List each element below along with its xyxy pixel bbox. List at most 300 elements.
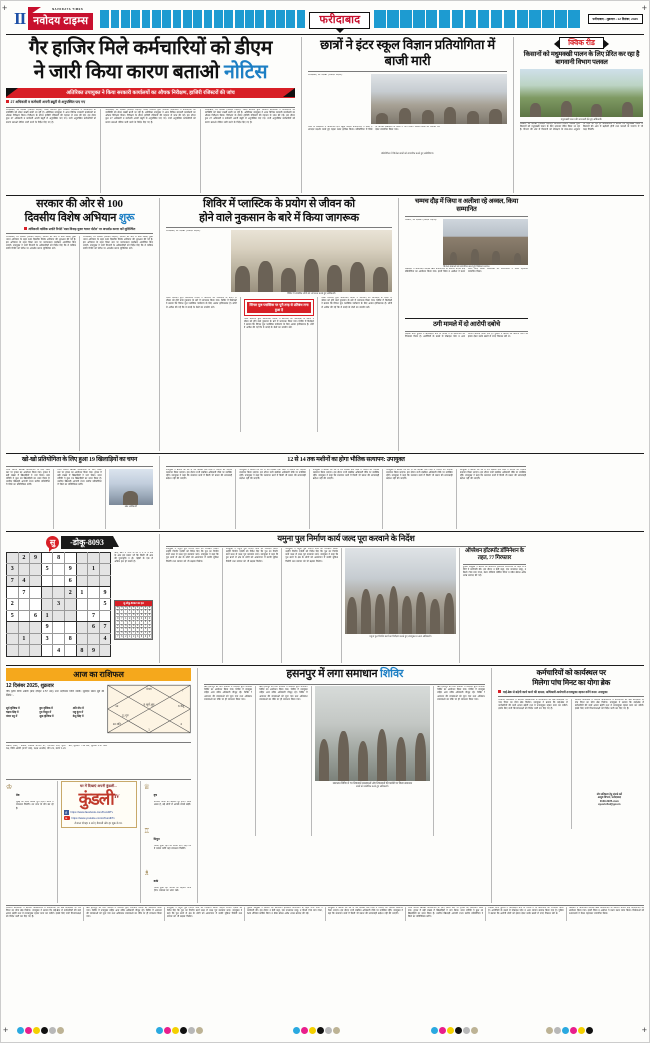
solution-cell: 6 [132,617,135,620]
sudoku-cell[interactable] [99,610,111,622]
sudoku-cell[interactable] [88,598,100,610]
machines-body-col3: उपायुक्त ने बताया कि 12 से 14 दिसंबर तक जिले में मशीनों का भौतिक सत्यापन किया जाएगा। इस दौरान सभी संबंधित अधिकारी मौके पर उपस्थित रहेंगे। उपायुक्त ने कहा कि सत्यापन कार्य में किसी भी प्रकार की लापरवाही बर्दाश्त नहीं की जाएगी। [312,468,380,480]
yamuna-body-col1: उपायुक्त ने यमुना पुल निर्माण कार्य का निरीक्षण किया। उन्होंने निर्माण एजेंसी को निर्देश दिए कि पुल का निर्माण कार्य जल्द से जल्द पूरा करवाया जाए। उपायुक्त ने कहा कि पुल बनने से क्षेत्र के लोगों को आवागमन में काफी सुविधा मिलेगी तथा व्यापार को भी बढ़ावा मिलेगा। [166,548,219,563]
sudoku-cell[interactable]: 3 [7,564,19,576]
solution-cell: 9 [117,617,119,620]
footer-col2: खंड हसनपुर की ग्राम पंचायत में प्रशासन द्वारा समाधान शिविर का आयोजन किया गया। शिविर में उपायुक्त सहित अन्य वरिष्ठ अधिकारी मौजूद रहे। शिविर में आमजन की समस्याओं को सुना गया तथा अधिकांश समस्याओं का मौके पर ही समाधान किया गया। [86,906,162,919]
horoscope-band: आज का राशिफल [6,668,191,681]
solution-cell: 9 [125,606,127,609]
solution-cell: 3 [117,621,119,624]
horoscope-panchang: पौष कृष्ण तिथि अष्टमी (बाद दोपहर 2.57 तक) तथा तदोपरांत तिथि नवमी। सूर्योदय समय सूर्य की स्थिति :- [6,690,105,697]
sudoku-cell[interactable]: 7 [7,575,19,587]
solution-cell: 2 [117,624,119,627]
sudoku-cell[interactable] [41,552,53,564]
footer-col7: साइबर थाना पुलिस ने ऑनलाइन ठगी के मामले में दो आरोपियों को गिरफ्तार किया है। आरोपियों के कब्जे से मोबाइल फोन व अन्य सामान बरामद किया गया है। पुलिस ने बताया कि आरोपी लोगों को झांसा देकर उनके खातों से रुपए निकाल लेते थे। [488,906,564,916]
sudoku-cell[interactable]: 8 [53,552,65,564]
registration-mark-right: + [641,3,647,13]
ad-brand-logo: कुंडली$^{TV}$ [78,790,119,810]
sudoku-cell[interactable]: 9 [64,564,76,576]
sudoku-solution-label: सु-डोकू-8092 का हल [115,601,152,606]
sudoku-solution-box [114,600,153,640]
horoscope-positions: सूर्य वृश्चिक में चंद्रमा सिंह में मंगल धनु में बुध वृश्चिक में गुरु मिथुन में शुक्र वृश्चिक में शनि मीन में राहु कुंभ में केतु सिंह में [6,706,84,718]
solution-cell: 3 [125,628,127,631]
solution-cell: 2 [148,606,151,609]
solution-cell: 2 [140,621,143,624]
quick-read-caption: मधुमक्खी पालन की जानकारी देते हुए अधिकारी। [560,117,603,121]
sudoku-cell[interactable] [76,552,88,564]
machines-body-col2: उपायुक्त ने बताया कि 12 से 14 दिसंबर तक जिले में मशीनों का भौतिक सत्यापन किया जाएगा। इस दौरान सभी संबंधित अधिकारी मौके पर उपस्थित रहेंगे। उपायुक्त ने कहा कि सत्यापन कार्य में किसी भी प्रकार की लापरवाही बर्दाश्त नहीं की जाएगी। [239,468,306,480]
sudoku-instructions: आई, खाने में 3×3 के वर्ग में 1 से 9 तक के अंक इस प्रकार भरें कि किसी भी अंक की पुनरावृत्ति न हो। पहेली के एक से अधिक हल हो सकते हैं। [114,551,153,563]
sudoku-cell[interactable]: 2 [64,587,76,599]
sudoku-cell[interactable] [76,622,88,634]
sudoku-cell[interactable]: 8 [76,645,88,657]
quick-read-label: क्विक रीड [559,37,604,49]
solution-cell: 8 [117,606,119,609]
sudoku-cell[interactable] [7,552,19,564]
svg-text:4: 4 [180,722,183,727]
sudoku-cell[interactable] [41,645,53,657]
solution-cell: 5 [125,621,127,624]
campaign-body-col1: फरीदाबाद, 11 दिसंबर (नवोदय टाइम्स): सरकार की ओर से बाल विवाह मुक्त भारत अभियान के तहत 100 दिवसीय विशेष अभियान की शुरुआत की गई है। इस अभियान के तहत जिला स्तर पर जागरूकता कार्यक्रम आयोजित किए जाएंगे। उपायुक्त ने सभी विभागों के अधिकारियों को निर्देश दिए कि वे मासिक प्रगति रिपोर्ट को पोर्टल पर अपलोड करना सुनिश्चित करें। [6,235,76,251]
hasanpur-body-col2: खंड हसनपुर की ग्राम पंचायत में प्रशासन द्वारा समाधान शिविर का आयोजन किया गया। शिविर में उपायुक्त सहित अन्य वरिष्ठ अधिकारी मौजूद रहे। शिविर में आमजन की समस्याओं को सुना गया तथा अधिकांश समस्याओं का मौके पर ही समाधान किया गया। [259,686,308,701]
sudoku-cell[interactable] [7,587,19,599]
solution-cell: 8 [132,614,135,617]
sudoku-cell[interactable] [88,575,100,587]
decorative-bars-right [374,10,579,28]
ad-facebook-link[interactable]: f https://www.facebook.com/KundliTv [65,810,113,816]
rashi-kark: ♗ कर्क विवाद मुक्त रहें। परिवार का सहयोग प्राप्त होगा। स्वास्थ्य का ध्यान रखें। [143,870,192,893]
lead-headline [6,37,295,85]
sudoku-cell[interactable] [41,587,53,599]
quick-read-photo [520,69,643,117]
sudoku-cell[interactable] [18,564,30,576]
sudoku-cell[interactable] [88,633,100,645]
decorative-bars-left [100,10,305,28]
solution-cell: 1 [140,610,143,613]
sudoku-cell[interactable]: 8 [64,633,76,645]
sudoku-row [7,564,111,576]
kho-caption: खेल अधिकारी [124,505,137,509]
registration-mark-bottom-right: + [641,1025,647,1035]
sudoku-cell[interactable] [64,622,76,634]
sudoku-cell[interactable]: 4 [99,633,111,645]
quick-read-header [520,37,643,49]
solution-cell: 1 [129,635,131,638]
campaign-headline: सरकार की ओर से 100 दिवसीय विशेष अभियान शुरू [24,198,135,224]
hasanpur-body-col1: खंड हसनपुर की ग्राम पंचायत में प्रशासन द्वारा समाधान शिविर का आयोजन किया गया। शिविर में उपायुक्त सहित अन्य वरिष्ठ अधिकारी मौजूद रहे। शिविर में आमजन की समस्याओं को सुना गया तथा अधिकांश समस्याओं का मौके पर ही समाधान किया गया। [204,686,253,701]
sudoku-grid[interactable] [6,552,111,657]
sudoku-cell[interactable] [18,598,30,610]
solution-cell: 2 [125,635,127,638]
yoga-body-col1: सरकारी कार्यालयों में कार्यरत अधिकारियों व कर्मचारियों को अब कार्यस्थल पर पांच मिनट का योगा ब्रेक मिलेगा। उपायुक्त ने बताया कि वाई-ब्रेक से कर्मचारियों की कार्य क्षमता बढ़ेगी तथा वे तनावमुक्त रहकर काम कर सकेंगे। इसके लिए सभी विभागाध्यक्षों को निर्देश जारी कर दिए गए हैं। [498,698,568,711]
yoga-headline: कर्मचारियों को कार्यस्थल पर मिलेगा पांच मिनट का योगा ब्रेक [532,668,611,688]
solution-cell: 1 [117,628,119,631]
yamuna-photo [345,548,456,634]
sudoku-cell[interactable] [76,575,88,587]
sudoku-cell[interactable] [99,552,111,564]
sudoku-cell[interactable]: 6 [30,610,42,622]
sudoku-cell[interactable] [30,633,42,645]
hasanpur-callout: समाधान शिविर में 70 शिकायतें समस्याओं और शिकायतों की कमेटी पर किया समाधान [332,781,413,785]
solution-cell: 8 [136,628,139,631]
sudoku-cell[interactable] [18,610,30,622]
solution-cell: 7 [148,628,151,631]
sudoku-cell[interactable]: 9 [41,622,53,634]
horoscope-date: 12 दिसंबर 2025, शुक्रवार [6,683,54,690]
kundli-tv-ad[interactable] [61,781,137,828]
plastic-red-note: सिंगल यूज प्लास्टिक पर पूरी तरह से प्रतिबंध लगा हुआ है [244,299,315,316]
solution-cell: 1 [125,617,127,620]
publication-logo[interactable] [28,8,93,30]
svg-text:1: 1 [148,727,150,732]
solution-cell: 8 [144,617,147,620]
sudoku-cell[interactable]: 1 [18,633,30,645]
svg-text:9 सूर्य,बुध: 9 सूर्य,बुध [143,702,155,707]
sudoku-cell[interactable] [7,633,19,645]
yoga-contact: योग प्रशिक्षण हेतु संपर्क करें आयुष विभाग, फरीदाबाद 0129-2225-xxxx ayush-fbd@gov.in [596,792,622,806]
sudoku-cell[interactable] [53,633,65,645]
lead-headline-line1: गैर हाजिर मिले कर्मचारियों को डीएम [28,38,273,59]
sudoku-cell[interactable] [64,598,76,610]
sudoku-cell[interactable] [53,587,65,599]
machines-body-col1: उपायुक्त ने बताया कि 12 से 14 दिसंबर तक जिले में मशीनों का भौतिक सत्यापन किया जाएगा। इस दौरान सभी संबंधित अधिकारी मौके पर उपस्थित रहेंगे। उपायुक्त ने कहा कि सत्यापन कार्य में किसी भी प्रकार की लापरवाही बर्दाश्त नहीं की जाएगी। [166,468,233,480]
sudoku-cell[interactable] [41,575,53,587]
sudoku-cell[interactable]: 5 [41,564,53,576]
solution-cell: 1 [136,606,139,609]
solution-cell: 7 [121,617,123,620]
solution-cell: 8 [129,621,131,624]
color-dots-5 [546,1027,593,1034]
sudoku-row [7,575,111,587]
badge-notch-icon [335,28,345,33]
taurus-icon: ♕ [143,784,150,792]
machines-body-col5: उपायुक्त ने बताया कि 12 से 14 दिसंबर तक जिले में मशीनों का भौतिक सत्यापन किया जाएगा। इस दौरान सभी संबंधित अधिकारी मौके पर उपस्थित रहेंगे। उपायुक्त ने कहा कि सत्यापन कार्य में किसी भी प्रकार की लापरवाही बर्दाश्त नहीं की जाएगी। [459,468,527,480]
sudoku-cell[interactable] [53,575,65,587]
solution-cell: 6 [125,624,127,627]
solution-cell: 4 [132,628,135,631]
sudoku-title: -डोकू-8093 [61,536,113,549]
photo-figures [109,485,153,505]
kho-headline: खो-खो प्रतियोगिता के लिए हुआ 19 खिलाड़ियों का चयन [21,455,138,463]
photo-figures [315,724,431,781]
sudoku-cell[interactable] [18,645,30,657]
plastic-body-col2: जिला प्रशासन द्वारा आयोजित शिविर में आमजन को प्लास्टिक के प्रयोग से जीवन को होने वाले नुकसान के बारे में जागरूक किया गया। शिविर में विशेषज्ञों ने बताया कि सिंगल यूज प्लास्टिक पर्यावरण के लिए अत्यंत हानिकारक है। लोगों से अपील की गई कि वे कपड़े के थैलों का उपयोग करें। [243,318,315,330]
solution-cell: 9 [132,624,135,627]
cancer-icon: ♗ [143,870,150,878]
svg-text:6 केतु: 6 केतु [178,704,185,709]
hasanpur-headline: हसनपुर में लगा समाधान शिविर [286,668,404,681]
hasanpur-caption: छात्रों को संबोधित करते हुए अधिकारी। [356,785,389,789]
solution-cell: 4 [136,624,139,627]
solution-cell: 8 [125,632,127,635]
lead-bullet: 27 अधिकारी व कर्मचारी अपनी ड्यूटी से अनुपस्थित पाए गए [6,100,295,105]
sudoku-cell[interactable] [41,598,53,610]
machines-headline: 12 से 14 तक मशीनों का होगा भौतिक सत्यापन: उपायुक्त [287,455,405,463]
color-dots-4 [431,1027,478,1034]
lead-body-col1: फरीदाबाद, 11 दिसंबर (नवोदय टाइम्स): जिला प्रशासन द्वारा सरकारी कार्यालयों में कर्मचारियों की उपस्थिति को लेकर सख्ती बरती जा रही है। अतिरिक्त उपायुक्त ने आज विभिन्न सरकारी कार्यालयों का औचक निरीक्षण किया। निरीक्षण के दौरान हाजिरी रजिस्टरों की गहनता से जांच की गई। इस दौरान कुल 27 अधिकारी व कर्मचारी अपनी ड्यूटी से अनुपस्थित पाए गए। सभी अनुपस्थित कर्मचारियों को कारण बताओ नोटिस जारी करने के निर्देश दिए गए हैं। [6,109,97,124]
sudoku-cell[interactable] [30,622,42,634]
sudoku-cell[interactable]: 9 [88,645,100,657]
print-registration-strip [1,1022,649,1040]
yoga-body-col2: सरकारी कार्यालयों में कार्यरत अधिकारियों व कर्मचारियों को अब कार्यस्थल पर पांच मिनट का योगा ब्रेक मिलेगा। उपायुक्त ने बताया कि वाई-ब्रेक से कर्मचारियों की कार्य क्षमता बढ़ेगी तथा वे तनावमुक्त रहकर काम कर सकेंगे। इसके लिए सभी विभागाध्यक्षों को निर्देश जारी कर दिए गए हैं। [574,698,644,711]
solution-cell: 2 [121,610,123,613]
solution-cell: 4 [125,614,127,617]
solution-row [116,635,152,639]
solution-cell: 4 [144,606,147,609]
ad-timing: रोजाना दोपहर 1 बजे | वैशाली और हर शुक्र के घर. [74,822,123,826]
registration-mark-bottom-left: + [3,1025,9,1035]
solution-cell: 2 [132,635,135,638]
sudoku-cell[interactable]: 9 [30,552,42,564]
solution-cell: 4 [140,632,143,635]
logo-english-name: NAVODAYA TIMES [52,8,84,11]
sudoku-cell[interactable]: 7 [99,622,111,634]
operation-headline: ऑपरेशन हॉटस्पॉट डॉमिनेशन के तहत, 77 गिरफ्तार [464,548,524,562]
sudoku-cell[interactable]: 6 [64,575,76,587]
sudoku-row [7,622,111,634]
sudoku-row [7,598,111,610]
solution-cell: 2 [136,614,139,617]
rashi-mithun: ♖ मिथुन विवाद मुक्त रहने का प्रयास करें। जहां मन से प्रयास करेंगे वहां सफलता मिलेगी। [143,828,192,851]
svg-text:10 शनि: 10 शनि [112,722,122,727]
solution-cell: 4 [129,610,131,613]
plastic-caption: शिविर में उपस्थित लोगों को जागरूक करते हुए अधिकारी। [287,292,336,296]
machines-body-col4: उपायुक्त ने बताया कि 12 से 14 दिसंबर तक जिले में मशीनों का भौतिक सत्यापन किया जाएगा। इस दौरान सभी संबंधित अधिकारी मौके पर उपस्थित रहेंगे। उपायुक्त ने कहा कि सत्यापन कार्य में किसी भी प्रकार की लापरवाही बर्दाश्त नहीं की जाएगी। [386,468,453,480]
solution-cell: 6 [129,606,131,609]
solution-cell: 8 [140,635,143,638]
solution-cell: 7 [144,624,147,627]
solution-cell: 3 [148,632,151,635]
sudoku-cell[interactable] [88,552,100,564]
color-dots-2 [156,1027,203,1034]
sudoku-cell[interactable] [7,645,19,657]
kho-body-col1: राज्य स्तरीय खो-खो प्रतियोगिता के लिए जिला स्तर पर ट्रायल का आयोजन किया गया। ट्रायल में बड़ी संख्या में खिलाड़ियों ने भाग लिया। चयन समिति ने कुल 19 खिलाड़ियों का चयन किया है। चयनित खिलाड़ी आगामी राज्य स्तरीय प्रतियोगिता में जिले का प्रतिनिधित्व करेंगे। [6,468,51,487]
kho-body-col2: राज्य स्तरीय खो-खो प्रतियोगिता के लिए जिला स्तर पर ट्रायल का आयोजन किया गया। ट्रायल में बड़ी संख्या में खिलाड़ियों ने भाग लिया। चयन समिति ने कुल 19 खिलाड़ियों का चयन किया है। चयनित खिलाड़ी आगामी राज्य स्तरीय प्रतियोगिता में जिले का प्रतिनिधित्व करेंगे। [57,468,102,487]
solution-cell: 9 [121,628,123,631]
sudoku-cell[interactable]: 2 [18,552,30,564]
spoon-headline: चम्मच दौड़ में जिया व अलीशा रहे अव्वल, किया सम्मानित [414,198,519,214]
color-dots-1 [17,1027,64,1034]
footer-col3: उपायुक्त ने यमुना पुल निर्माण कार्य का निरीक्षण किया। उन्होंने निर्माण एजेंसी को निर्देश दिए कि पुल का निर्माण कार्य जल्द से जल्द पूरा करवाया जाए। उपायुक्त ने कहा कि पुल बनने से क्षेत्र के लोगों को आवागमन में काफी सुविधा मिलेगी तथा व्यापार को भी बढ़ावा मिलेगा। [166,906,243,919]
publication-logo-mark: II [14,9,26,28]
lead-subhead-banner: अतिरिक्त उपायुक्त ने किया सरकारी कार्यालयों का औचक निरीक्षण, हाजिरी रजिस्टरों की जांच [6,88,295,98]
yamuna-headline: यमुना पुल निर्माण कार्य जल्द पूरा करवाने के निर्देश [277,533,415,543]
plastic-body-col3: जिला प्रशासन द्वारा आयोजित शिविर में आमजन को प्लास्टिक के प्रयोग से जीवन को होने वाले नुकसान के बारे में जागरूक किया गया। शिविर में विशेषज्ञों ने बताया कि सिंगल यूज प्लास्टिक पर्यावरण के लिए अत्यंत हानिकारक है। लोगों से अपील की गई कि वे कपड़े के थैलों का उपयोग करें। [321,297,393,309]
sudoku-row [7,633,111,645]
thagi-body: साइबर थाना पुलिस ने ऑनलाइन ठगी के मामले में दो आरोपियों को गिरफ्तार किया है। आरोपियों के कब्जे से मोबाइल फोन व अन्य सामान बरामद किया गया है। पुलिस ने बताया कि आरोपी लोगों को झांसा देकर उनके खातों से रुपए निकाल लेते थे। [405,332,528,338]
solution-cell: 6 [117,610,119,613]
photo-figures [345,581,456,634]
solution-cell: 9 [144,635,147,638]
plastic-headline: शिविर में प्लास्टिक के प्रयोग से जीवन को होने वाले नुकसान के बारे में किया जागरूक [199,198,359,224]
footer-col6: राज्य स्तरीय खो-खो प्रतियोगिता के लिए जिला स्तर पर ट्रायल का आयोजन किया गया। ट्रायल में बड़ी संख्या में खिलाड़ियों ने भाग लिया। चयन समिति ने कुल 19 खिलाड़ियों का चयन किया है। चयनित खिलाड़ी आगामी राज्य स्तरीय प्रतियोगिता में जिले का प्रतिनिधित्व करेंगे। [407,906,484,919]
sudoku-cell[interactable] [7,622,19,634]
solution-cell: 5 [144,610,147,613]
spoon-caption: विजेता छात्राओं को सम्मानित करते हुए विद्यालय स्टाफ। [443,265,490,269]
hasanpur-photo [315,686,431,781]
horoscope-almanac: विक्रमी संवत् : 2082, शकवर्ष शोभनी 27, मार्गशीर्ष मास, कृष्ण पक्ष, तिथि अष्टमी (2.57 तक), नक्षत्र अश्लेषा, योग 21, करण 1.21 बजे, सूर्योदय 7.12 बजे, सूर्यास्त 5.27 बजे। [6,744,108,750]
sudoku-cell[interactable]: 1 [88,564,100,576]
sudoku-cell[interactable] [99,564,111,576]
solution-cell: 9 [136,610,139,613]
solution-cell: 4 [148,617,151,620]
sudoku-cell[interactable] [30,645,42,657]
sudoku-cell[interactable] [76,610,88,622]
sudoku-cell[interactable] [53,610,65,622]
kundli-chart-icon [107,683,191,735]
svg-text:11 गुरु: 11 गुरु [121,713,129,718]
sudoku-cell[interactable]: 2 [7,598,19,610]
solution-cell: 9 [129,632,131,635]
sudoku-cell[interactable] [64,645,76,657]
sudoku-solution-grid [115,606,152,639]
quick-read-headline: किसानों को मधुमक्खी पालन के लिए प्रेरित कर रहा है बागवानी विभाग पलवल [523,51,640,66]
solution-cell: 9 [148,621,151,624]
sudoku-cell[interactable]: 7 [88,610,100,622]
gemini-icon: ♖ [143,828,150,836]
solution-cell: 3 [129,624,131,627]
facebook-icon: f [65,810,67,816]
solution-cell: 8 [148,610,151,613]
campaign-body-col2: फरीदाबाद, 11 दिसंबर (नवोदय टाइम्स): सरकार की ओर से बाल विवाह मुक्त भारत अभियान के तहत 100 दिवसीय विशेष अभियान की शुरुआत की गई है। इस अभियान के तहत जिला स्तर पर जागरूकता कार्यक्रम आयोजित किए जाएंगे। उपायुक्त ने सभी विभागों के अधिकारियों को निर्देश दिए कि वे मासिक प्रगति रिपोर्ट को पोर्टल पर अपलोड करना सुनिश्चित करें। [83,235,153,251]
svg-text:मंगल: मंगल [146,687,152,692]
sudoku-cell[interactable] [18,622,30,634]
thagi-headline: ठगी मामले में दो आरोपी दबोचे [433,321,500,329]
solution-cell: 5 [117,614,119,617]
sudoku-cell[interactable] [30,587,42,599]
footer-col4: पुलिस आयुक्त ने बताया कि ऑपरेशन हॉटस्पॉट डॉमिनेशन के तहत 372 टीमों ने छापेमारी की। इस दौरान 4 देसी कट्टा, एक नाजायज चाकू, 2 किलो 700 ग्राम गांजा, 620 शीशियां कोडिन सिरप व 680 बोतल अवैध शराब बरामद की गई। [247,906,323,916]
footer-col5: उपायुक्त ने बताया कि 12 से 14 दिसंबर तक जिले में मशीनों का भौतिक सत्यापन किया जाएगा। इस दौरान सभी संबंधित अधिकारी मौके पर उपस्थित रहेंगे। उपायुक्त ने कहा कि सत्यापन कार्य में किसी भी प्रकार की लापरवाही बर्दाश्त नहीं की जाएगी। [327,906,403,916]
sudoku-cell[interactable]: 1 [76,587,88,599]
sudoku-cell[interactable] [64,610,76,622]
solution-cell: 6 [144,621,147,624]
sudoku-row [7,645,111,657]
quick-read-body: पलवल, 11 दिसंबर (नवोदय टाइम्स): बागवानी विभाग पलवल द्वारा किसानों को मधुमक्खी पालन के लिए लगातार प्रेरित किया जा रहा है। विभाग की ओर से किसानों को प्रशिक्षण के साथ-साथ अनुदान भी दिया जा रहा है। अधिकारियों ने बताया कि मधुमक्खी पालन से किसानों की आय में बढ़ोतरी होगी तथा फसलों के परागण में भी मदद मिलेगी। [520,123,643,132]
students-body: जिले के विद्यालयों में आयोजित इंटर स्कूल विज्ञान प्रतियोगिता में छात्रों ने शानदार प्रदर्शन करते हुए पहला स्थान हासिल किया। प्रतियोगिता में जिले के विभिन्न विद्यालयों के छात्रों ने भाग लिया। विजेता छात्रों को प्रशस्ति पत्र देकर सम्मानित किया गया। [308,125,440,131]
sudoku-cell[interactable]: 4 [53,645,65,657]
svg-text:7: 7 [182,688,184,693]
sudoku-cell[interactable] [30,598,42,610]
operation-body: पुलिस आयुक्त ने बताया कि ऑपरेशन हॉटस्पॉट डॉमिनेशन के तहत 372 टीमों ने छापेमारी की। इस दौरान 4 देसी कट्टा, एक नाजायज चाकू, 2 किलो 700 ग्राम गांजा, 620 शीशियां कोडिन सिरप व 680 बोतल अवैध शराब बरामद की गई। [462,565,527,578]
lead-headline-highlight: नोटिस [223,62,268,83]
spoon-dateline: पलवल, 11 दिसंबर (नवोदय टाइम्स): [405,218,437,221]
logo-triangle-icon [28,7,41,16]
ad-tagline: घर में दिखाएं अपनी कुंडली... [79,784,118,789]
city-edition-badge [309,10,370,28]
sudoku-cell[interactable] [76,598,88,610]
solution-cell: 4 [117,632,119,635]
sudoku-cell[interactable]: 3 [53,598,65,610]
sudoku-cell[interactable]: 6 [88,622,100,634]
sudoku-cell[interactable]: 7 [18,587,30,599]
solution-cell: 3 [132,610,135,613]
aries-icon: ♔ [6,784,13,792]
solution-cell: 1 [132,621,135,624]
sudoku-cell[interactable]: 5 [99,598,111,610]
campaign-bullet: अधिकारी मासिक प्रगति रिपोर्ट 'बाल विवाह मुक्त भारत पोर्टल' पर अपलोड करना करें सुनिश्चित [6,227,153,231]
yoga-bullet: वाई-ब्रेक से बढ़ेगी कार्य करने की क्षमता, अधिकारी-कर्मचारी तनावमुक्त रहकर करेंगे काम: उपायुक्त [498,690,644,694]
lead-body-col2: फरीदाबाद, 11 दिसंबर (नवोदय टाइम्स): जिला प्रशासन द्वारा सरकारी कार्यालयों में कर्मचारियों की उपस्थिति को लेकर सख्ती बरती जा रही है। अतिरिक्त उपायुक्त ने आज विभिन्न सरकारी कार्यालयों का औचक निरीक्षण किया। निरीक्षण के दौरान हाजिरी रजिस्टरों की गहनता से जांच की गई। इस दौरान कुल 27 अधिकारी व कर्मचारी अपनी ड्यूटी से अनुपस्थित पाए गए। सभी अनुपस्थित कर्मचारियों को कारण बताओ नोटिस जारी करने के निर्देश दिए गए हैं। [105,109,196,124]
color-dots-3 [293,1027,340,1034]
kho-photo [109,469,153,505]
solution-cell: 6 [121,635,123,638]
lead-body-col3: फरीदाबाद, 11 दिसंबर (नवोदय टाइम्स): जिला प्रशासन द्वारा सरकारी कार्यालयों में कर्मचारियों की उपस्थिति को लेकर सख्ती बरती जा रही है। अतिरिक्त उपायुक्त ने आज विभिन्न सरकारी कार्यालयों का औचक निरीक्षण किया। निरीक्षण के दौरान हाजिरी रजिस्टरों की गहनता से जांच की गई। इस दौरान कुल 27 अधिकारी व कर्मचारी अपनी ड्यूटी से अनुपस्थित पाए गए। सभी अनुपस्थित कर्मचारियों को कारण बताओ नोटिस जारी करने के निर्देश दिए गए हैं। [204,109,295,124]
plastic-dateline: फरीदाबाद, 11 दिसंबर (नवोदय टाइम्स): [166,229,201,232]
solution-cell: 2 [144,628,147,631]
solution-cell: 3 [140,617,143,620]
photo-figures [231,248,392,291]
sudoku-cell[interactable]: 9 [99,587,111,599]
logo-hindi-name: नवोदय टाइम्स [28,13,93,30]
sudoku-cell[interactable]: 4 [18,575,30,587]
city-edition-label: फरीदाबाद [309,12,370,29]
photo-figures [371,96,507,124]
svg-text:12: 12 [115,704,119,709]
sudoku-header [6,536,153,549]
solution-cell: 5 [140,624,143,627]
solution-cell: 1 [144,632,147,635]
sudoku-cell[interactable] [30,575,42,587]
solution-cell: 6 [136,632,139,635]
solution-cell: 1 [148,624,151,627]
solution-cell: 5 [129,628,131,631]
rashi-vrish: ♕ वृष सरकारी कार्यों की अड़चन दूर होगी। समय अच्छा है, बड़े लोगों से आपके संपर्क बढ़ेंगे। [143,784,192,807]
photo-figures [443,239,528,264]
solution-cell: 3 [121,606,123,609]
sudoku-cell[interactable] [76,564,88,576]
masthead-rule [6,34,644,35]
sudoku-cell[interactable] [99,645,111,657]
sudoku-badge: सु [46,536,59,549]
sudoku-row [7,610,111,622]
sudoku-cell[interactable] [53,622,65,634]
plastic-body-col1: जिला प्रशासन द्वारा आयोजित शिविर में आमजन को प्लास्टिक के प्रयोग से जीवन को होने वाले नुकसान के बारे में जागरूक किया गया। शिविर में विशेषज्ञों ने बताया कि सिंगल यूज प्लास्टिक पर्यावरण के लिए अत्यंत हानिकारक है। लोगों से अपील की गई कि वे कपड़े के थैलों का उपयोग करें। [166,297,237,309]
rashi-mesh: ♔ मेष सुबह का समय अत्यंत शुभ रहेगा। कार्यों में सफलता मिलेगी। धन लाभ के योग बन रहे हैं। [6,784,54,810]
sudoku-cell[interactable] [99,575,111,587]
students-caption: प्रतियोगिता में विजेता छात्रों को सम्मानित करते हुए अतिथिगण। [381,152,434,156]
sudoku-cell[interactable]: 1 [41,610,53,622]
lead-headline-line2: ने जारी किया कारण बताओ [33,62,224,83]
solution-cell: 5 [121,632,123,635]
plastic-photo [231,230,392,292]
photo-figures [520,91,643,117]
sudoku-cell[interactable] [76,633,88,645]
sudoku-cell[interactable] [53,564,65,576]
spoon-photo [443,219,528,265]
ad-youtube-link[interactable]: ► https://www.youtube.com/c/KundliTv [65,816,115,821]
sudoku-cell[interactable]: 5 [7,610,19,622]
solution-cell: 7 [125,610,127,613]
solution-cell: 3 [136,635,139,638]
solution-cell: 7 [129,614,131,617]
registration-mark-left: + [2,3,8,13]
solution-cell: 5 [136,617,139,620]
solution-cell: 7 [140,606,143,609]
dateline: फरीदाबाद • शुक्रवार • 12 दिसंबर, 2025 [588,14,643,24]
solution-cell: 7 [132,632,135,635]
sudoku-cell[interactable]: 3 [41,633,53,645]
sudoku-cell[interactable] [30,564,42,576]
solution-cell: 4 [121,621,123,624]
footer-col1: सरकारी कार्यालयों में कार्यरत अधिकारियों व कर्मचारियों को अब कार्यस्थल पर पांच मिनट का योगा ब्रेक मिलेगा। उपायुक्त ने बताया कि वाई-ब्रेक से कर्मचारियों की कार्य क्षमता बढ़ेगी तथा वे तनावमुक्त रहकर काम कर सकेंगे। इसके लिए सभी विभागाध्यक्षों को निर्देश जारी कर दिए गए हैं। [6,906,82,919]
sudoku-cell[interactable] [88,587,100,599]
students-dateline: फरीदाबाद, 11 दिसंबर (नवोदय टाइम्स): [308,73,343,76]
students-headline: छात्रों ने इंटर स्कूल विज्ञान प्रतियोगिता में बाजी मारी [320,37,495,68]
solution-cell: 2 [129,617,131,620]
sudoku-cell[interactable] [64,552,76,564]
masthead [1,1,649,34]
yamuna-body-col3: उपायुक्त ने यमुना पुल निर्माण कार्य का निरीक्षण किया। उन्होंने निर्माण एजेंसी को निर्देश दिए कि पुल का निर्माण कार्य जल्द से जल्द पूरा करवाया जाए। उपायुक्त ने कहा कि पुल बनने से क्षेत्र के लोगों को आवागमन में काफी सुविधा मिलेगी तथा व्यापार को भी बढ़ावा मिलेगा। [285,548,339,563]
